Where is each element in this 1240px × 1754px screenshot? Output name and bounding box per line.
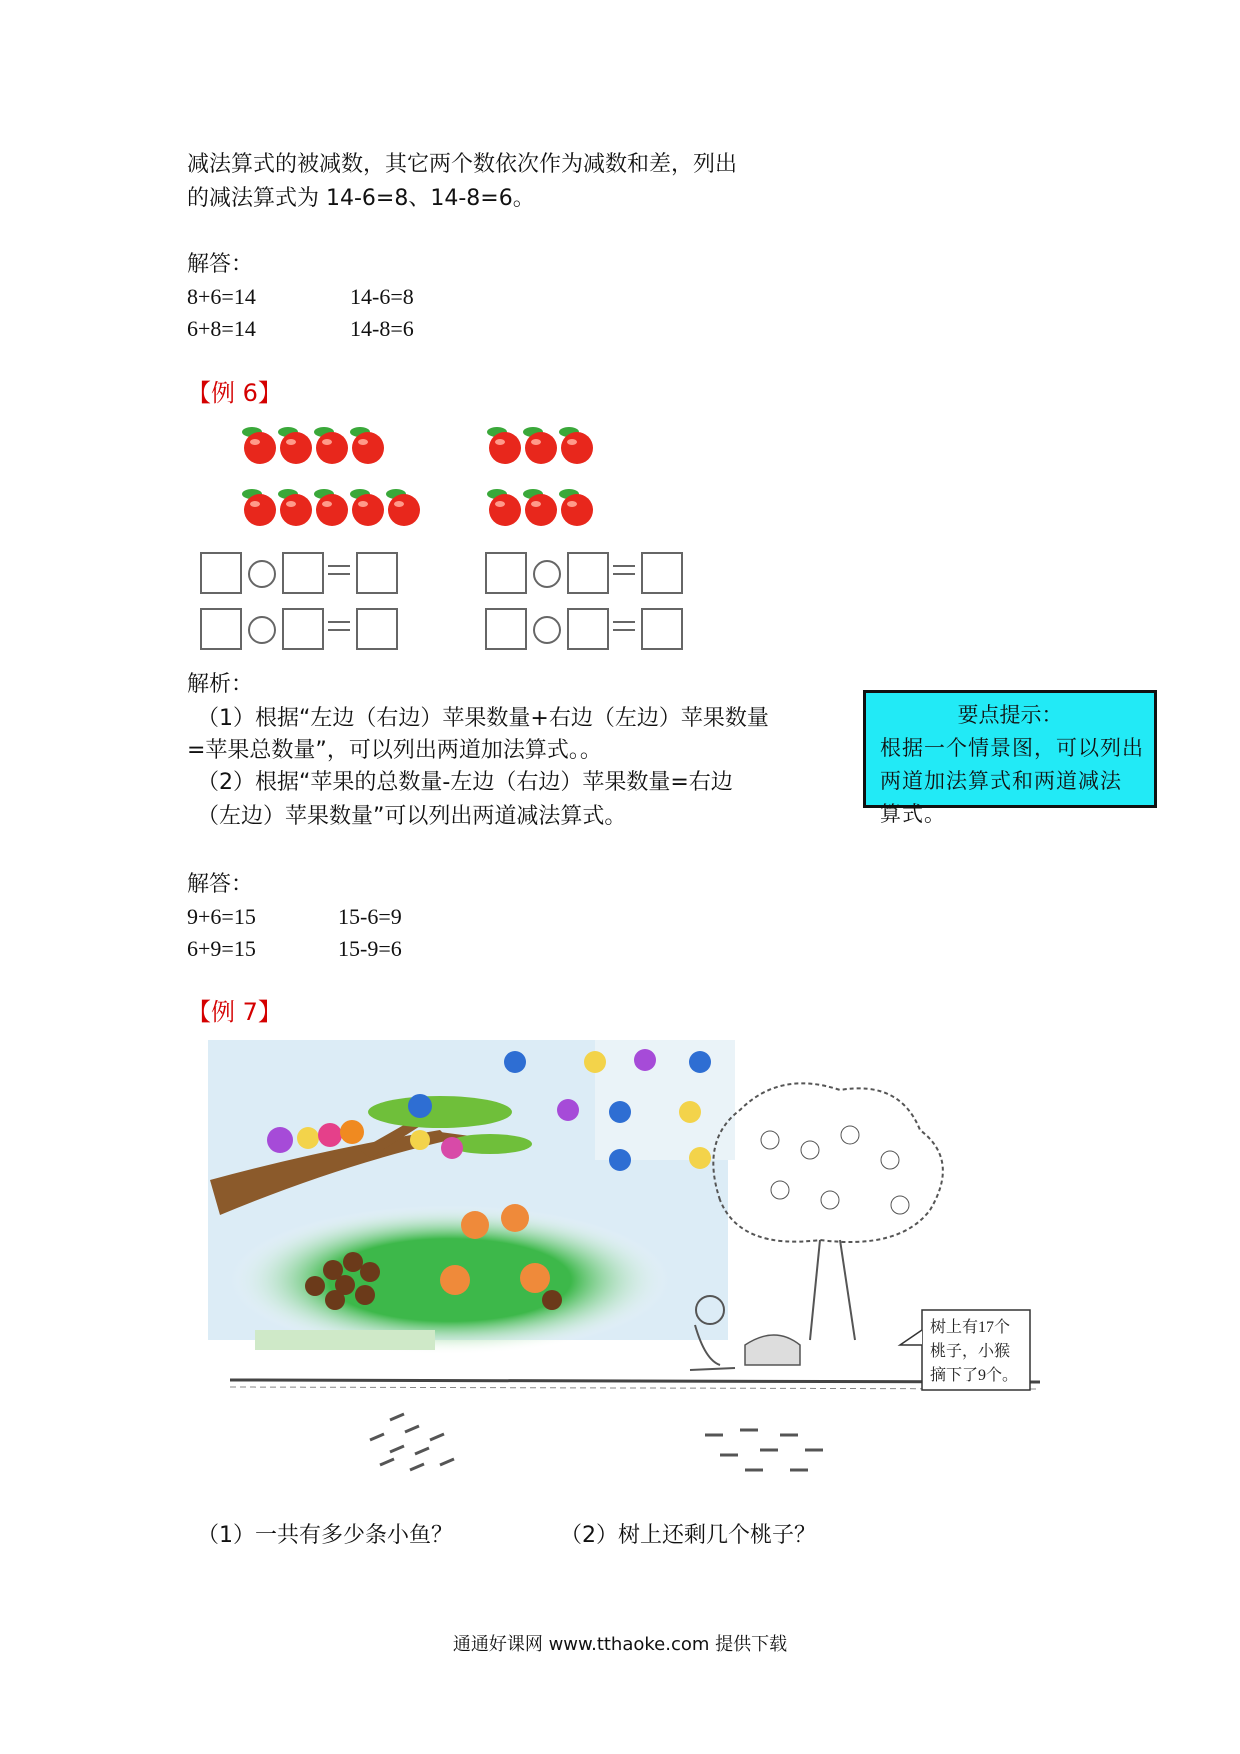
apple — [489, 432, 521, 464]
intro-line-1: 减法算式的被减数，其它两个数依次作为减数和差，列出 — [187, 152, 738, 177]
example-6-title: 【例 6】 — [187, 379, 282, 407]
analysis-line: （2）根据“苹果的总数量-左边（右边）苹果数量=右边 — [197, 770, 733, 795]
tip-body-line: 根据一个情景图，可以列出 — [880, 736, 1144, 760]
apple — [525, 432, 557, 464]
apples-illustration — [240, 420, 640, 540]
analysis-line: （1）根据“左边（右边）苹果数量+右边（左边）苹果数量 — [197, 706, 769, 731]
tip-body-line: 两道加法算式和两道减法 — [880, 769, 1122, 793]
apple — [280, 432, 312, 464]
answer-box — [282, 608, 324, 650]
apple — [561, 494, 593, 526]
apple — [244, 432, 276, 464]
apple — [489, 494, 521, 526]
apple — [316, 432, 348, 464]
apple — [316, 494, 348, 526]
apple-highlight — [358, 439, 368, 445]
equals-sign — [613, 617, 635, 635]
operator-circle — [533, 616, 561, 644]
apple-highlight — [567, 501, 577, 507]
equation: 14-6=8 — [350, 284, 414, 309]
key-point-tip-box — [863, 690, 1157, 826]
apple-highlight — [322, 439, 332, 445]
answer-box — [485, 552, 527, 594]
equation: 15-9=6 — [338, 936, 402, 961]
answer-box — [356, 552, 398, 594]
apple — [244, 494, 276, 526]
equals-sign — [328, 617, 350, 635]
answer-box — [485, 608, 527, 650]
question-1: （1）一共有多少条小鱼？ — [197, 1523, 453, 1548]
operator-circle — [533, 560, 561, 588]
apple-highlight — [394, 501, 404, 507]
apple — [352, 494, 384, 526]
equation: 14-8=6 — [350, 316, 414, 341]
apple — [280, 494, 312, 526]
apple-highlight — [531, 439, 541, 445]
equation-box-row — [485, 552, 685, 598]
equation-box-row — [200, 608, 400, 654]
equation: 15-6=9 — [338, 904, 402, 929]
equals-sign — [328, 561, 350, 579]
answer-box — [200, 552, 242, 594]
tip-title: 要点提示： — [957, 703, 1063, 727]
answer-box — [282, 552, 324, 594]
speech-line: 摘下了9个。 — [930, 1367, 1019, 1384]
footer: 通通好课网 www.tthaoke.com 提供下载 — [452, 1634, 788, 1655]
apple-highlight — [322, 501, 332, 507]
equation: 6+8=14 — [187, 316, 256, 341]
apple — [352, 432, 384, 464]
equation: 9+6=15 — [187, 904, 256, 929]
equation-box-row — [485, 608, 685, 654]
tip-body-line: 算式。 — [880, 802, 946, 826]
example-7-title: 【例 7】 — [187, 998, 282, 1026]
equation-box-row — [200, 552, 400, 598]
apple-highlight — [286, 439, 296, 445]
speech-line: 桃子，小猴 — [930, 1343, 1011, 1360]
apple — [561, 432, 593, 464]
apple-highlight — [358, 501, 368, 507]
answer-label: 解答： — [187, 252, 254, 277]
scene-illustration — [200, 1040, 1060, 1480]
answer-label: 解答： — [187, 872, 254, 897]
apple-highlight — [286, 501, 296, 507]
answer-box — [356, 608, 398, 650]
analysis-label: 解析： — [187, 672, 254, 697]
equals-sign — [613, 561, 635, 579]
apple-highlight — [250, 439, 260, 445]
answer-box — [641, 608, 683, 650]
apple — [388, 494, 420, 526]
answer-box — [200, 608, 242, 650]
question-2: （2）树上还剩几个桃子？ — [560, 1523, 816, 1548]
apple-highlight — [567, 439, 577, 445]
analysis-line: =苹果总数量”，可以列出两道加法算式。。 — [187, 738, 602, 763]
analysis-line: （左边）苹果数量”可以列出两道减法算式。 — [197, 804, 627, 829]
operator-circle — [248, 560, 276, 588]
equation: 8+6=14 — [187, 284, 256, 309]
apple-highlight — [495, 439, 505, 445]
answer-box — [641, 552, 683, 594]
intro-line-2: 的减法算式为 14-6=8、14-8=6。 — [187, 186, 535, 211]
apple — [525, 494, 557, 526]
answer-box — [567, 608, 609, 650]
apple-highlight — [495, 501, 505, 507]
answer-box — [567, 552, 609, 594]
apple-highlight — [531, 501, 541, 507]
operator-circle — [248, 616, 276, 644]
apple-highlight — [250, 501, 260, 507]
equation: 6+9=15 — [187, 936, 256, 961]
speech-line: 树上有17个 — [930, 1319, 1011, 1336]
